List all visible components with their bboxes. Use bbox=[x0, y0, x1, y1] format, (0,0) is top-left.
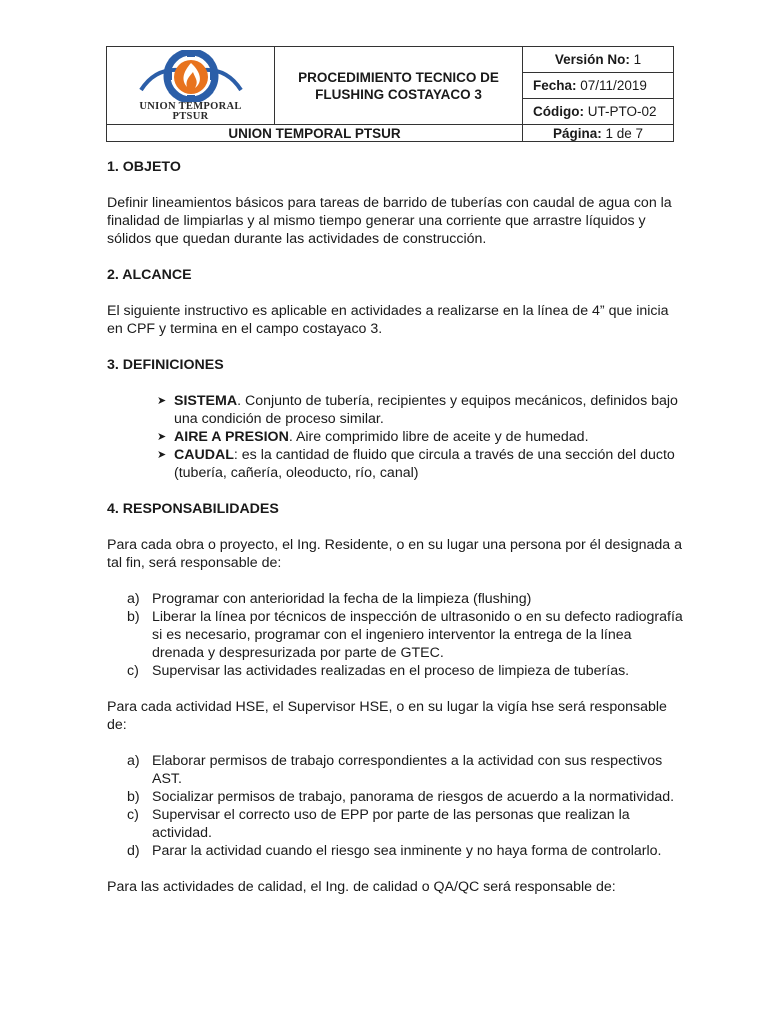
arrow-right-icon: ➤ bbox=[157, 395, 167, 407]
definition-term: SISTEMA bbox=[174, 393, 238, 409]
list-item bbox=[127, 662, 687, 680]
responsibilities-intro-2: Para cada actividad HSE, el Supervisor HSE, o en su lugar la vigía hse será responsable de: bbox=[107, 699, 667, 733]
date-cell bbox=[523, 73, 674, 99]
list-marker: d) bbox=[127, 843, 140, 859]
section-text-alcance: El siguiente instructivo es aplicable en actividades a realizarse en la línea de 4” que inicia en CPF y termina en el campo costayaco 3. bbox=[107, 303, 669, 337]
list-marker: b) bbox=[127, 609, 140, 625]
list-item bbox=[127, 608, 687, 662]
page-label: Página: bbox=[552, 125, 602, 141]
version-label: Versión No: bbox=[554, 51, 630, 67]
definition-item bbox=[157, 392, 687, 428]
page-cell bbox=[523, 125, 674, 142]
document-title: PROCEDIMIENTO TECNICO DE FLUSHING COSTAYACO 3 bbox=[275, 47, 523, 125]
responsibilities-list-1 bbox=[127, 590, 687, 680]
definition-term: AIRE A PRESION bbox=[174, 429, 289, 445]
list-item-text: Supervisar el correcto uso de EPP por parte de las personas que realizan la actividad. bbox=[152, 807, 630, 841]
definition-item bbox=[157, 428, 687, 446]
code-value: UT-PTO-02 bbox=[587, 103, 657, 119]
flame-icon bbox=[174, 60, 208, 94]
arrow-right-icon: ➤ bbox=[157, 449, 167, 461]
company-logo bbox=[135, 50, 247, 102]
document-header bbox=[106, 46, 674, 142]
document-body bbox=[107, 158, 687, 896]
list-item-text: Programar con anterioridad la fecha de la limpieza (flushing) bbox=[152, 591, 532, 607]
list-item bbox=[127, 842, 687, 860]
definition-text: . Aire comprimido libre de aceite y de humedad. bbox=[288, 429, 589, 445]
section-heading-alcance: 2. ALCANCE bbox=[107, 267, 192, 283]
definition-item bbox=[157, 446, 687, 482]
responsibilities-intro-1: Para cada obra o proyecto, el Ing. Residente, o en su lugar una persona por él designada a tal fin, será responsable de: bbox=[107, 537, 682, 571]
list-item-text: Parar la actividad cuando el riesgo sea inminente y no haya forma de controlarlo. bbox=[152, 843, 662, 859]
arrow-right-icon: ➤ bbox=[157, 431, 167, 443]
list-item-text: Liberar la línea por técnicos de inspección de ultrasonido o en su defecto radiografía si es necesario, programar con el ingeniero interventor la entrega de la línea drenada y despresurizada por parte de GTEC. bbox=[152, 609, 683, 661]
list-marker: c) bbox=[127, 807, 139, 823]
list-item-text: Supervisar las actividades realizadas en el proceso de limpieza de tuberías. bbox=[152, 663, 630, 679]
list-item bbox=[127, 590, 687, 608]
list-item bbox=[127, 752, 687, 788]
list-marker: c) bbox=[127, 663, 139, 679]
organization-name: UNION TEMPORAL PTSUR bbox=[107, 125, 523, 142]
logo-text-line2: PTSUR bbox=[172, 110, 209, 122]
section-heading-objeto: 1. OBJETO bbox=[107, 159, 181, 175]
list-item-text: Socializar permisos de trabajo, panorama de riesgos de acuerdo a la normatividad. bbox=[152, 789, 675, 805]
responsibilities-list-2 bbox=[127, 752, 687, 860]
list-item-text: Elaborar permisos de trabajo correspondientes a la actividad con sus respectivos AST. bbox=[152, 753, 663, 787]
list-marker: a) bbox=[127, 591, 140, 607]
definition-text: . Conjunto de tubería, recipientes y equipos mecánicos, definidos bajo una condición de proceso similar. bbox=[174, 393, 678, 427]
code-cell bbox=[523, 99, 674, 125]
page-value: 1 de 7 bbox=[605, 125, 644, 141]
logo-cell bbox=[107, 47, 275, 125]
list-item bbox=[127, 788, 687, 806]
section-heading-responsabilidades: 4. RESPONSABILIDADES bbox=[107, 501, 279, 517]
list-marker: a) bbox=[127, 753, 140, 769]
date-label: Fecha: bbox=[533, 77, 577, 93]
code-label: Código: bbox=[533, 103, 584, 119]
definition-term: CAUDAL bbox=[174, 447, 234, 463]
version-value: 1 bbox=[633, 51, 642, 67]
responsibilities-intro-3: Para las actividades de calidad, el Ing. de calidad o QA/QC será responsable de: bbox=[107, 879, 616, 895]
list-item bbox=[127, 806, 687, 842]
section-text-objeto: Definir lineamientos básicos para tareas de barrido de tuberías con caudal de agua con la finalidad de limpiarlas y al mismo tiempo generar una corriente que arrastre líquidos y sólidos que quedan durante las actividades de construcción. bbox=[107, 195, 672, 247]
date-value: 07/11/2019 bbox=[580, 77, 647, 93]
list-marker: b) bbox=[127, 789, 140, 805]
version-cell bbox=[523, 47, 674, 73]
definitions-list bbox=[157, 392, 687, 482]
definition-text: : es la cantidad de fluido que circula a través de una sección del ducto (tubería, cañería, oleoducto, río, canal) bbox=[174, 447, 675, 481]
section-heading-definiciones: 3. DEFINICIONES bbox=[107, 357, 224, 373]
logo-text-line1: UNION TEMPORAL bbox=[139, 100, 242, 112]
